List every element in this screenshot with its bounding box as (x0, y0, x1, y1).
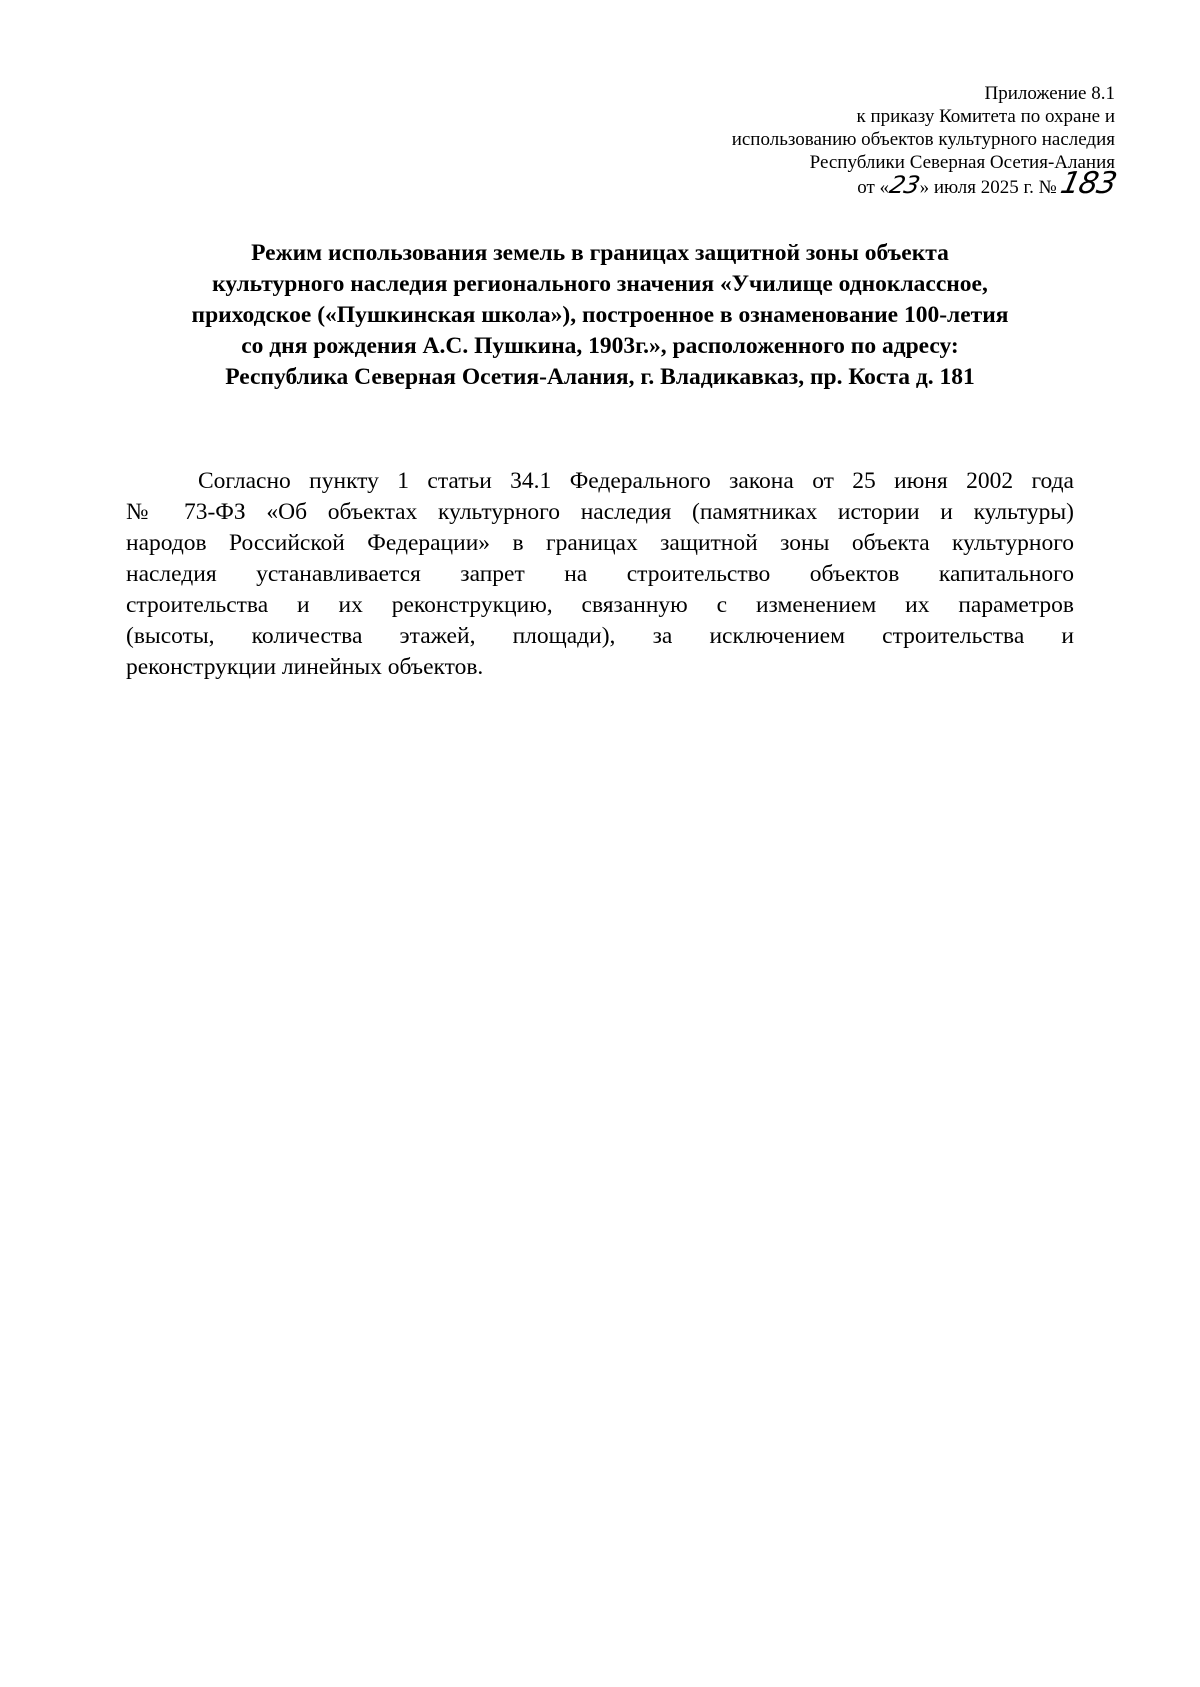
appendix-date-line (732, 166, 1119, 201)
date-suffix: » июля 2025 г. № (919, 177, 1057, 198)
date-prefix: от « (857, 177, 890, 198)
paragraph-line: (высоты, количества этажей, площади), за исключением строительства и (126, 623, 1074, 649)
handwritten-order-number: 183 (1057, 166, 1119, 201)
appendix-line: Республики Северная Осетия-Алания (809, 152, 1115, 173)
document-title (100, 238, 1100, 393)
title-line: Режим использования земель в границах защитной зоны объекта (251, 240, 949, 266)
title-line: культурного наследия регионального значения «Училище одноклассное, (212, 271, 988, 297)
body-paragraph (126, 466, 1074, 683)
appendix-header (731, 82, 1119, 201)
title-line: Республика Северная Осетия-Алания, г. Владикавказ, пр. Коста д. 181 (225, 364, 975, 390)
appendix-line: к приказу Комитета по охране и (856, 106, 1115, 127)
paragraph-line: народов Российской Федерации» в границах защитной зоны объекта культурного (126, 530, 1074, 556)
paragraph-line: № 73-ФЗ «Об объектах культурного наследия (памятниках истории и культуры) (126, 499, 1074, 525)
paragraph-line: наследия устанавливается запрет на строительство объектов капитального (126, 561, 1074, 587)
appendix-title: Приложение 8.1 (984, 83, 1115, 104)
paragraph-line: Согласно пункту 1 статьи 34.1 Федерального закона от 25 июня 2002 года (198, 468, 1074, 494)
title-line: со дня рождения А.С. Пушкина, 1903г.», расположенного по адресу: (241, 333, 959, 359)
paragraph-line: строительства и их реконструкцию, связанную с изменением их параметров (126, 592, 1074, 618)
paragraph-line: реконструкции линейных объектов. (126, 654, 484, 680)
title-line: приходское («Пушкинская школа»), построенное в ознаменование 100-летия (191, 302, 1009, 328)
handwritten-day: 23 (887, 171, 922, 199)
appendix-line: использованию объектов культурного наследия (731, 129, 1115, 150)
